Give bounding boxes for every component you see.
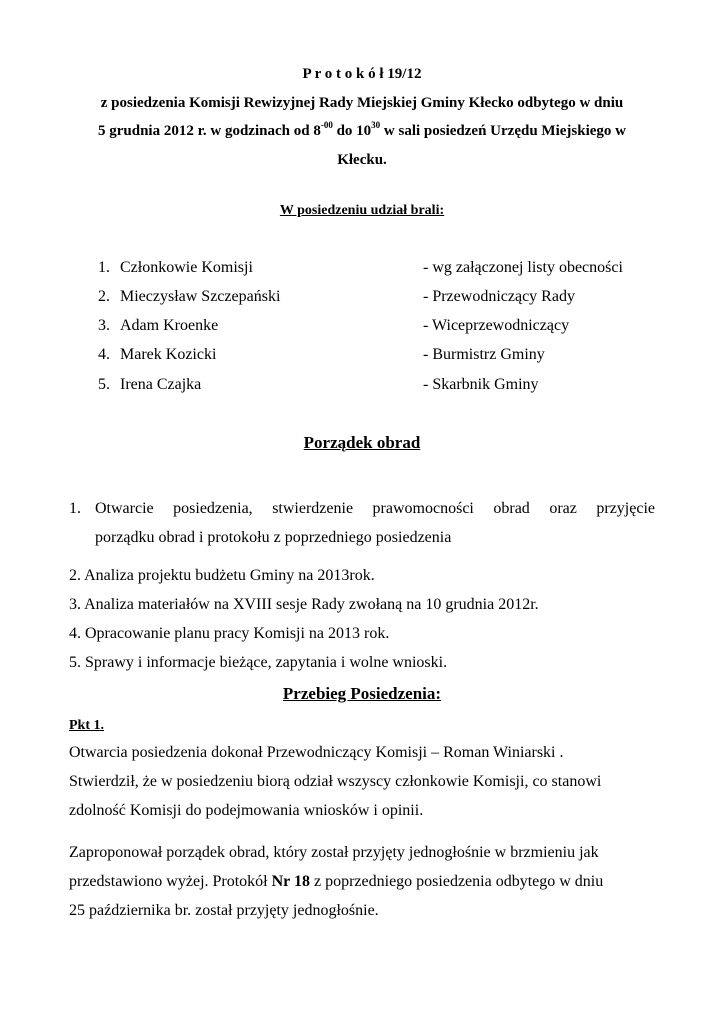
participants-heading: W posiedzeniu udział brali: (279, 203, 445, 218)
participant-role-4: - Burmistrz Gminy (423, 346, 545, 363)
participant-role-2: - Przewodniczący Rady (423, 288, 575, 305)
participant-role-5: - Skarbnik Gminy (423, 376, 539, 393)
header-line-2: 5 grudnia 2012 r. w godzinach od $8^{-00}$ do $10^{30}$ w sali posiedzeń Urzędu Miejskiego w (98, 120, 626, 139)
agenda-item-1-line-2: porządku obrad i protokołu z poprzedniego posiedzenia (95, 529, 452, 546)
proceedings-heading: Przebieg Posiedzenia: (282, 684, 442, 703)
agenda-item-3: 3. Analiza materiałów na XVIII sesje Rady zwołaną na 10 grudnia 2012r. (69, 596, 539, 613)
paragraph-1-line-3: zdolność Komisji do podejmowania wniosków i opinii. (69, 802, 424, 819)
participant-role-3: - Wiceprzewodniczący (423, 317, 570, 334)
agenda-item-2: 2. Analiza projektu budżetu Gminy na 2013rok. (69, 567, 375, 584)
participant-row-2: 2. Mieczysław Szczepański (98, 288, 281, 305)
participant-row-5: 5. Irena Czajka (98, 376, 202, 393)
protocol-title: P r o t o k ó ł 19/12 (302, 66, 422, 82)
agenda-item-1-line-1: Otwarcie posiedzenia, stwierdzenie prawomocności obrad oraz przyjęcie (95, 500, 655, 517)
agenda-item-5: 5. Sprawy i informacje bieżące, zapytania i wolne wnioski. (69, 654, 448, 671)
agenda-item-4: 4. Opracowanie planu pracy Komisji na 2013 rok. (69, 625, 390, 642)
paragraph-2-line-3: 25 października br. został przyjęty jednogłośnie. (69, 902, 379, 919)
participant-row-4: 4. Marek Kozicki (98, 346, 217, 363)
participant-role-1: - wg załączonej listy obecności (423, 259, 623, 276)
paragraph-1-line-1: Otwarcia posiedzenia dokonał Przewodniczący Komisji – Roman Winiarski . (69, 744, 564, 761)
participant-row-1: 1. Członkowie Komisji (98, 259, 253, 276)
header-line-3: Kłecku. (337, 152, 387, 168)
header-line-1: z posiedzenia Komisji Rewizyjnej Rady Miejskiej Gminy Kłecko odbytego w dniu (100, 95, 624, 111)
paragraph-1-line-2: Stwierdził, że w posiedzeniu biorą odział wszyscy członkowie Komisji, co stanowi (69, 773, 602, 790)
paragraph-2-line-1: Zaproponował porządek obrad, który został przyjęty jednogłośnie w brzmieniu jak (69, 844, 599, 861)
agenda-heading: Porządek obrad (303, 433, 421, 452)
point-1-label: Pkt 1. (69, 718, 104, 733)
participant-row-3: 3. Adam Kroenke (98, 317, 219, 334)
paragraph-2-line-2: przedstawiono wyżej. Protokół Nr 18 z poprzedniego posiedzenia odbytego w dniu (69, 873, 604, 890)
agenda-item-1-number: 1. (69, 500, 81, 517)
